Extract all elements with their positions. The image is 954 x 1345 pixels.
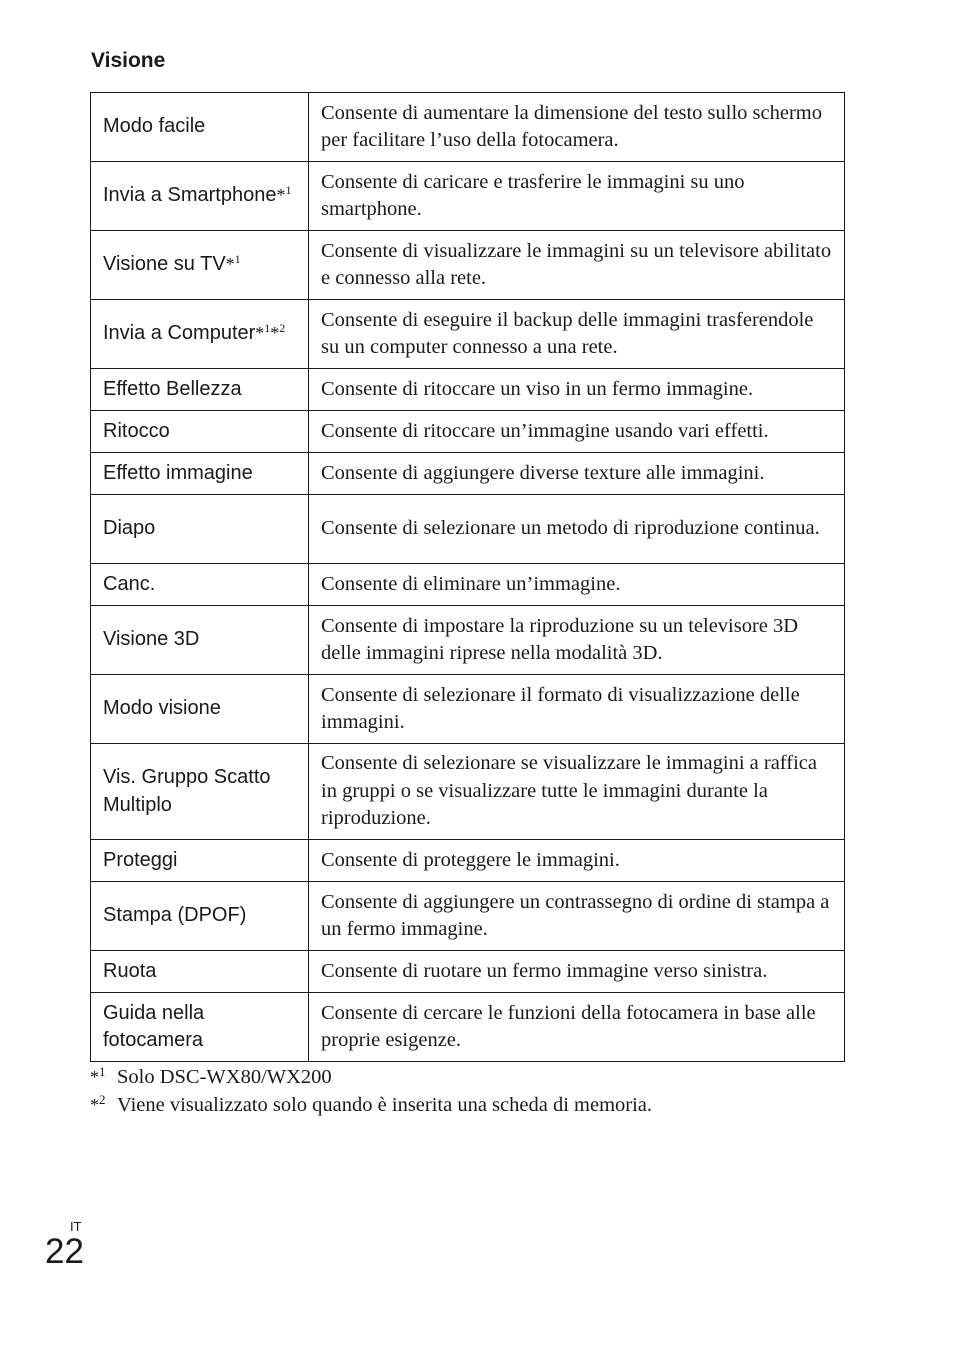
footnote-marker: *$^2$ [90, 1092, 106, 1115]
item-description: Consente di eseguire il backup delle immagini trasferendole su un computer connesso a una rete. [309, 300, 845, 369]
footnote-marker: *$^1$ [225, 252, 241, 275]
item-name: Vis. Gruppo Scatto Multiplo [91, 744, 309, 840]
table-row [91, 93, 845, 162]
table-row [91, 411, 845, 453]
item-name: Effetto immagine [91, 453, 309, 495]
item-description: Consente di aumentare la dimensione del testo sullo schermo per facilitare l’uso della fotocamera. [309, 93, 845, 162]
item-name: Diapo [91, 495, 309, 564]
item-description: Consente di selezionare un metodo di riproduzione continua. [309, 495, 845, 564]
table-row [91, 882, 845, 951]
menu-table [90, 92, 845, 1062]
table-row [91, 453, 845, 495]
item-name: Stampa (DPOF) [91, 882, 309, 951]
language-code: IT [70, 1219, 82, 1234]
item-description: Consente di eliminare un’immagine. [309, 564, 845, 606]
item-description: Consente di selezionare se visualizzare le immagini a raffica in gruppi o se visualizzare tutte le immagini durante la riproduzione. [309, 744, 845, 840]
table-row [91, 495, 845, 564]
footnote [90, 1063, 652, 1091]
table-row [91, 564, 845, 606]
table-row [91, 606, 845, 675]
item-name: Visione 3D [91, 606, 309, 675]
item-description: Consente di aggiungere un contrassegno di ordine di stampa a un fermo immagine. [309, 882, 845, 951]
table-row [91, 675, 845, 744]
table-row [91, 744, 845, 840]
footnote-marker: *$^1$*$^2$ [255, 321, 286, 344]
item-description: Consente di caricare e trasferire le immagini su uno smartphone. [309, 162, 845, 231]
table-row [91, 300, 845, 369]
item-description: Consente di aggiungere diverse texture alle immagini. [309, 453, 845, 495]
item-description: Consente di selezionare il formato di visualizzazione delle immagini. [309, 675, 845, 744]
item-name: Modo facile [91, 93, 309, 162]
item-name: Proteggi [91, 840, 309, 882]
item-name: Modo visione [91, 675, 309, 744]
item-name: Invia a Smartphone*$^1$ [91, 162, 309, 231]
table-row [91, 231, 845, 300]
table-row [91, 162, 845, 231]
footnote-text: Solo DSC-WX80/WX200 [117, 1066, 332, 1088]
item-name: Effetto Bellezza [91, 369, 309, 411]
footnote-marker: *$^1$ [90, 1064, 106, 1087]
item-description: Consente di ritoccare un viso in un fermo immagine. [309, 369, 845, 411]
footnote-text: Viene visualizzato solo quando è inserita una scheda di memoria. [117, 1094, 653, 1116]
table-row [91, 951, 845, 993]
item-name: Ruota [91, 951, 309, 993]
item-name: Invia a Computer*$^1$*$^2$ [91, 300, 309, 369]
item-name: Ritocco [91, 411, 309, 453]
item-description: Consente di cercare le funzioni della fotocamera in base alle proprie esigenze. [309, 993, 845, 1062]
page-number: 22 [45, 1232, 84, 1271]
item-description: Consente di proteggere le immagini. [309, 840, 845, 882]
item-description: Consente di ruotare un fermo immagine verso sinistra. [309, 951, 845, 993]
item-description: Consente di visualizzare le immagini su un televisore abilitato e connesso alla rete. [309, 231, 845, 300]
section-title: Visione [91, 49, 166, 72]
item-description: Consente di ritoccare un’immagine usando vari effetti. [309, 411, 845, 453]
item-name: Visione su TV*$^1$ [91, 231, 309, 300]
table-row [91, 840, 845, 882]
item-description: Consente di impostare la riproduzione su un televisore 3D delle immagini riprese nella modalità 3D. [309, 606, 845, 675]
item-name: Guida nella fotocamera [91, 993, 309, 1062]
footnote [90, 1091, 652, 1119]
footnotes [90, 1063, 652, 1119]
footnote-marker: *$^1$ [276, 183, 292, 206]
item-name: Canc. [91, 564, 309, 606]
table-row [91, 369, 845, 411]
table-row [91, 993, 845, 1062]
